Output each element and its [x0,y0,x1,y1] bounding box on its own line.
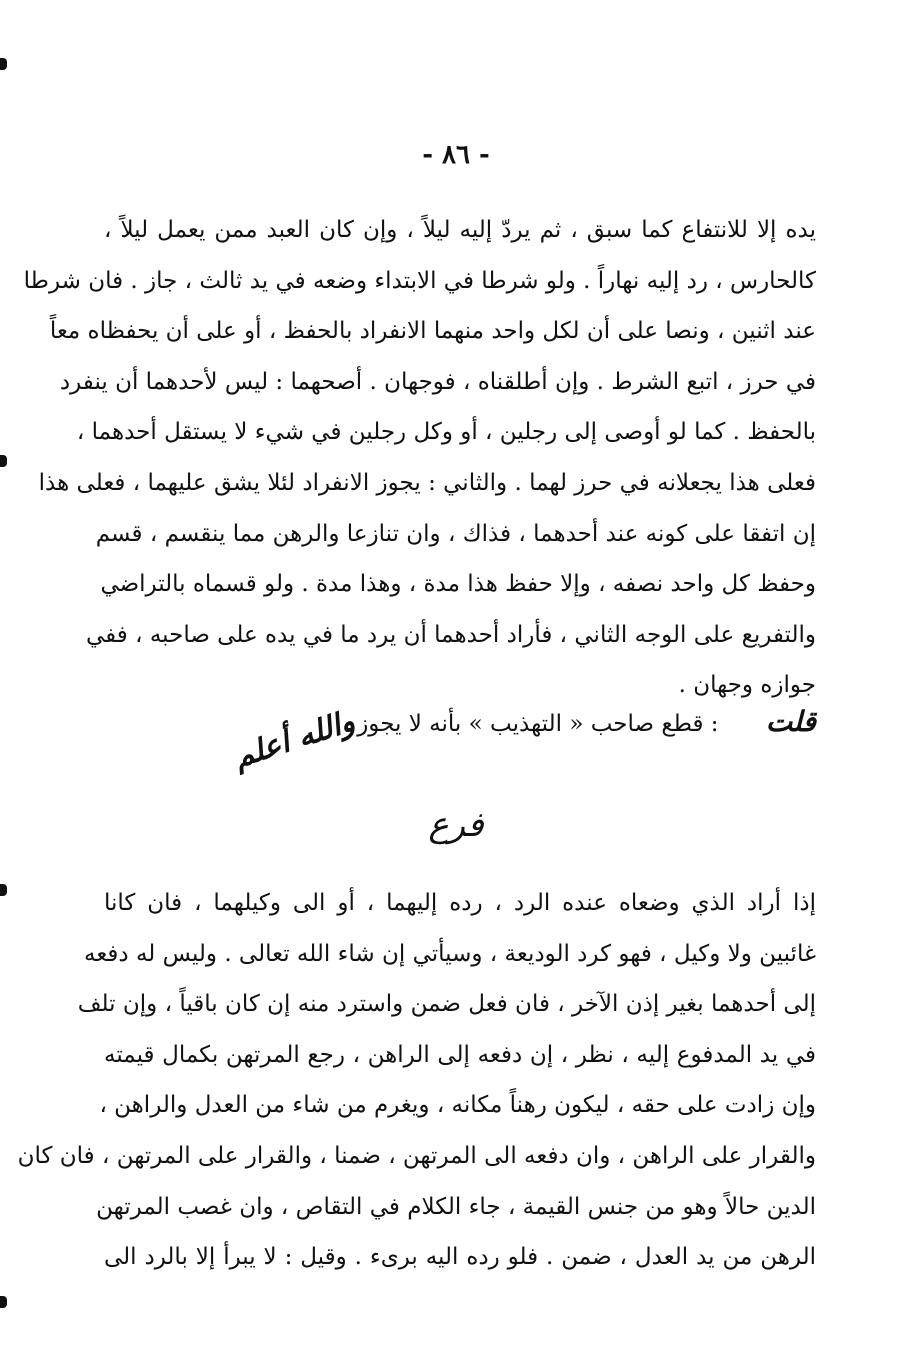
scan-edge-mark [0,455,7,467]
section-heading: فرع [428,805,484,845]
text-line: الدين حالاً وهو من جنس القيمة ، جاء الكلام في التقاص ، وان غصب المرتهن [96,1193,816,1220]
text-line: جوازه وجهان . [678,672,816,699]
text-line: بالحفظ . كما لو أوصى إلى رجلين ، أو وكل رجلين في شيء لا يستقل أحدهما ، [76,419,816,446]
scan-edge-mark [0,1296,7,1308]
text-line: والقرار على الراهن ، وان دفعه الى المرتهن ، ضمنا ، والقرار على المرتهن ، فان كان [17,1142,816,1169]
text-line: إذا أراد الذي وضعاه عنده الرد ، رده إليهما ، أو الى وكيلهما ، فان كانا [104,890,816,916]
text-line: غائبين ولا وكيل ، فهو كرد الوديعة ، وسيأتي إن شاء الله تعالى . وليس له دفعه [84,940,816,967]
text-line: كالحارس ، رد إليه نهاراً . ولو شرطا في الابتداء وضعه في يد ثالث ، جاز . فان شرطا [23,267,816,294]
text-line: إن اتفقا على كونه عند أحدهما ، فذاك ، وان تنازعا والرهن مما ينقسم ، قسم [95,520,816,547]
text-line: في يد المدفوع إليه ، نظر ، إن دفعه إلى الراهن ، رجع المرتهن بكمال قيمته [104,1041,816,1068]
text-line: إلى أحدهما بغير إذن الآخر ، فان فعل ضمن واسترد منه إن كان باقياً ، وإن تلف [77,991,816,1018]
text-line: في حرز ، اتبع الشرط . وإن أطلقناه ، فوجهان . أصحهما : ليس لأحدهما أن ينفرد [59,368,816,395]
text-line: وحفظ كل واحد نصفه ، وإلا حفظ هذا مدة ، وهذا مدة . ولو قسماه بالتراضي [100,571,816,598]
scan-edge-mark [0,884,7,896]
closing-phrase: والله أعلم [229,703,359,776]
page-number: - ٨٦ - [422,140,490,170]
paragraph-two [17,878,816,1283]
scan-edge-mark [0,58,7,70]
paragraph-one [23,205,817,711]
text-line: الرهن من يد العدل ، ضمن . فلو رده اليه برىء . وقيل : لا يبرأ إلا بالرد الى [104,1244,816,1271]
text-line: عند اثنين ، ونصا على أن لكل واحد منهما الانفراد بالحفظ ، أو على أن يحفظاه معاً [49,318,816,345]
qultu-text: : قطع صاحب « التهذيب » بأنه لا يجوز . [342,711,719,737]
text-line: فعلى هذا يجعلانه في حرز لهما . والثاني : يجوز الانفراد لئلا يشق عليهما ، فعلى هذا [38,469,816,496]
text-line: والتفريع على الوجه الثاني ، فأراد أحدهما أن يرد ما في يده على صاحبه ، ففي [85,621,816,648]
qultu-label: قلت [765,705,816,738]
text-line: وإن زادت على حقه ، ليكون رهناً مكانه ، ويغرم من شاء من العدل والراهن ، [99,1092,816,1119]
text-line: يده إلا للانتفاع كما سبق ، ثم يردّ إليه ليلاً ، وإن كان العبد ممن يعمل ليلاً ، [104,217,817,243]
